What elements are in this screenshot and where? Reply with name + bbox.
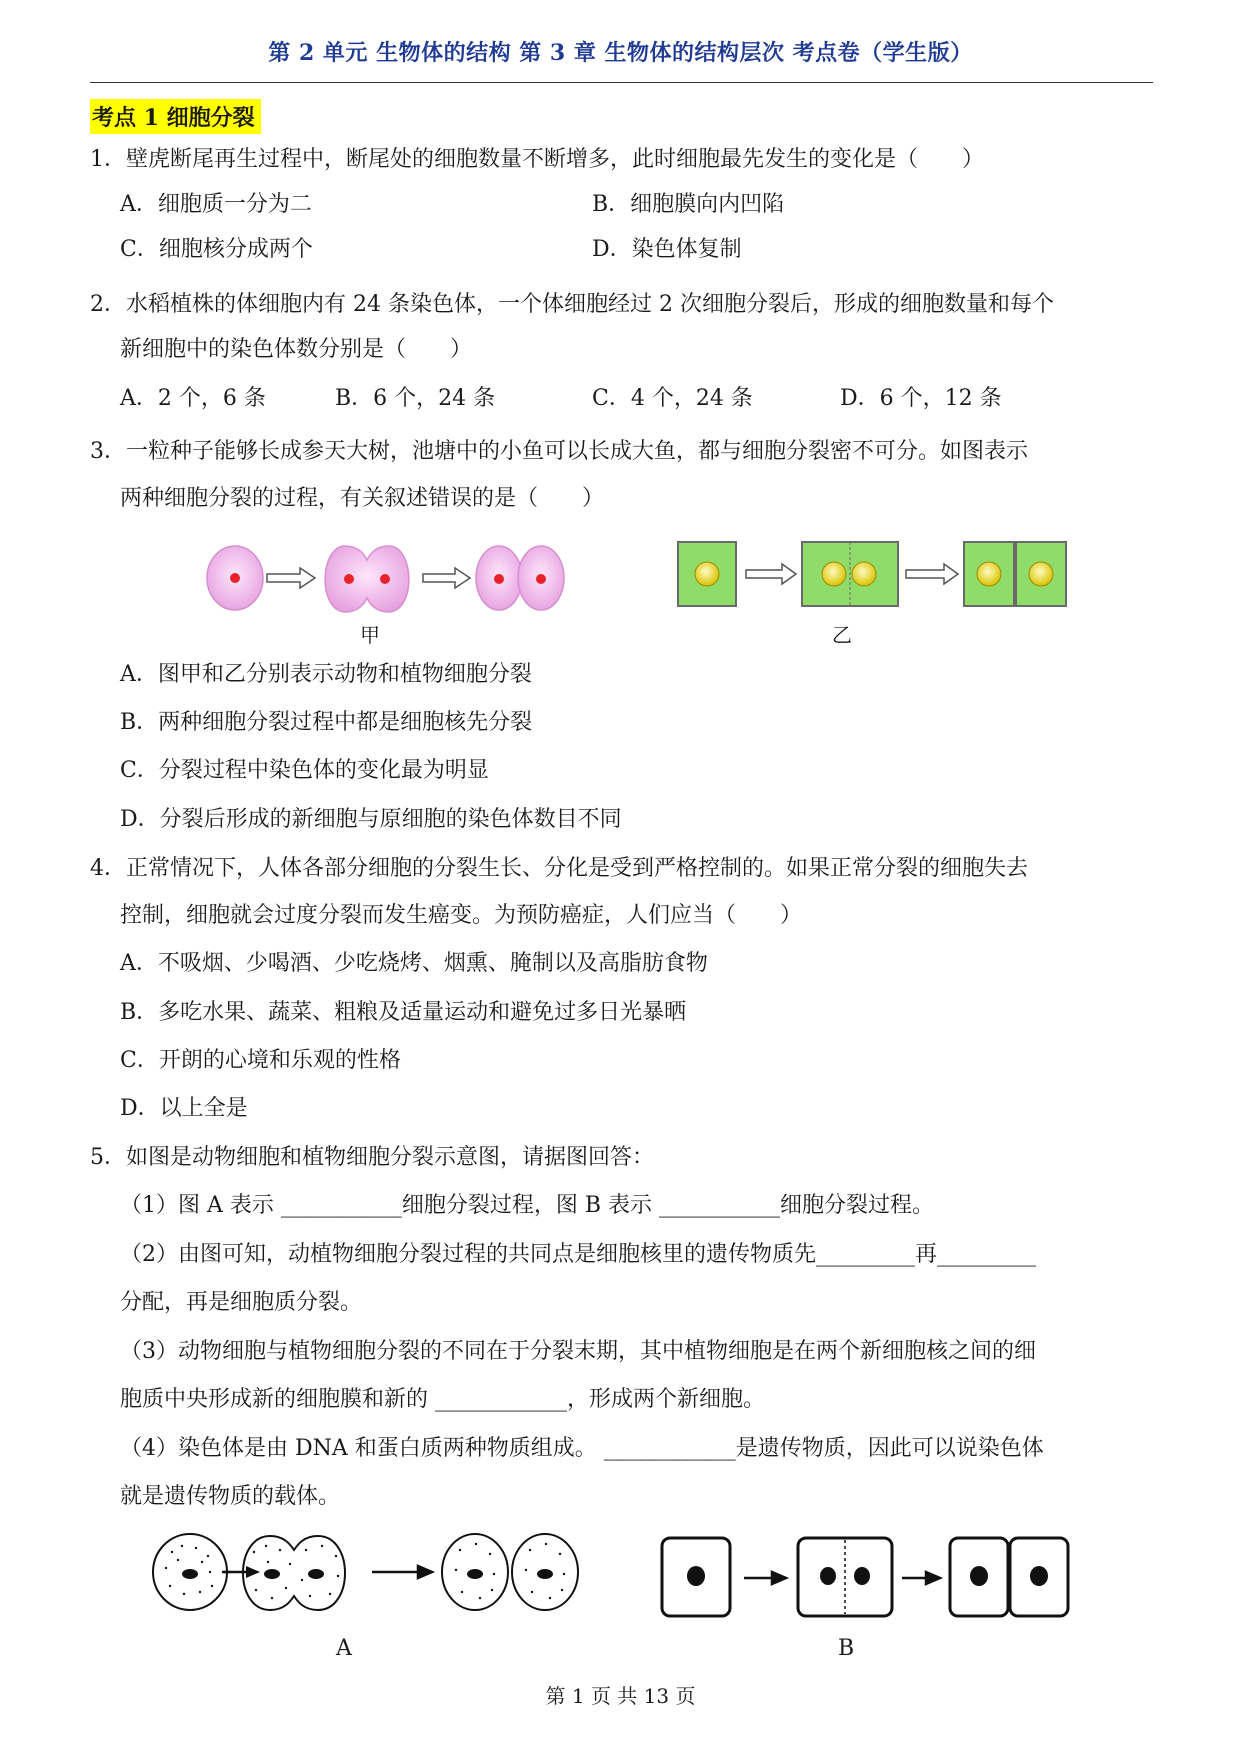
nucleus [854, 1567, 870, 1585]
q4-option-b: B．多吃水果、蔬菜、粗粮及适量运动和避免过多日光暴晒 [120, 1000, 687, 1025]
page-header-title: 第 2 单元 生物体的结构 第 3 章 生物体的结构层次 考点卷（学生版） [268, 40, 973, 66]
arrow-icon [418, 1566, 432, 1578]
nucleus [308, 1569, 324, 1579]
q5-part3-line2: 胞质中央形成新的细胞膜和新的 ____________，形成两个新细胞。 [120, 1387, 765, 1412]
q5-part2-line2: 分配，再是细胞质分裂。 [120, 1290, 363, 1315]
nucleus [182, 1569, 198, 1579]
q4-option-c: C．开朗的心境和乐观的性格 [120, 1048, 401, 1073]
q5-part4-line1: （4）染色体是由 DNA 和蛋白质两种物质组成。 ____________是遗传物质，因此可以说染色体 [120, 1436, 1044, 1461]
q4-stem-line2: 控制，细胞就会过度分裂而发生癌变。为预防癌症，人们应当（ ） [120, 903, 803, 928]
q2-stem-line2: 新细胞中的染色体数分别是（ ） [120, 337, 473, 362]
q5-part4-line2: 就是遗传物质的载体。 [120, 1484, 341, 1509]
nucleus [820, 1567, 836, 1585]
nucleus [1030, 1566, 1048, 1586]
q3-option-d: D．分裂后形成的新细胞与原细胞的染色体数目不同 [120, 807, 622, 832]
figure-a-animal-cell-division [150, 1528, 600, 1628]
q3-stem-line2: 两种细胞分裂的过程，有关叙述错误的是（ ） [120, 486, 605, 511]
section-label: 考点 1 细胞分裂 [90, 99, 261, 134]
q3-stem-line1: 3．一粒种子能够长成参天大树，池塘中的小鱼可以长成大鱼，都与细胞分裂密不可分。如图表示 [90, 439, 1029, 464]
q2-option-c: C．4 个，24 条 [592, 386, 753, 411]
nucleus [970, 1566, 988, 1586]
figure-plant-cell-division [672, 534, 1072, 624]
nucleus [380, 574, 390, 584]
nucleus [467, 1569, 483, 1579]
q2-option-d: D．6 个，12 条 [840, 386, 1002, 411]
nucleus [1029, 562, 1053, 586]
q5-part1: （1）图 A 表示 ___________细胞分裂过程，图 B 表示 ___________细胞分裂过程。 [120, 1193, 935, 1218]
arrow-icon [746, 564, 796, 584]
dividing-animal-cell [325, 546, 409, 612]
q2-option-b: B．6 个，24 条 [335, 386, 496, 411]
figure-b-plant-cell-division [658, 1530, 1078, 1630]
q4-option-a: A．不吸烟、少喝酒、少吃烧烤、烟熏、腌制以及高脂肪食物 [120, 951, 708, 976]
nucleus [344, 574, 354, 584]
nucleus [230, 573, 240, 583]
nucleus [822, 562, 846, 586]
q1-stem: 1．壁虎断尾再生过程中，断尾处的细胞数量不断增多，此时细胞最先发生的变化是（ ） [90, 147, 985, 172]
q2-stem-line1: 2．水稻植株的体细胞内有 24 条染色体，一个体细胞经过 2 次细胞分裂后，形成的细胞数量和每个 [90, 292, 1054, 317]
q3-option-c: C．分裂过程中染色体的变化最为明显 [120, 758, 489, 783]
nucleus [494, 574, 504, 584]
arrow-icon [906, 564, 958, 584]
nucleus [852, 562, 876, 586]
header-divider [90, 82, 1153, 83]
q4-stem-line1: 4．正常情况下，人体各部分细胞的分裂生长、分化是受到严格控制的。如果正常分裂的细胞失去 [90, 856, 1029, 881]
arrow-icon [222, 1560, 272, 1590]
page-footer: 第 1 页 共 13 页 [545, 1684, 696, 1708]
q4-option-d: D．以上全是 [120, 1096, 248, 1121]
nucleus [536, 574, 546, 584]
q5-part2-line1: （2）由图可知，动植物细胞分裂过程的共同点是细胞核里的遗传物质先_________再_________ [120, 1242, 1036, 1267]
q1-option-a: A．细胞质一分为二 [120, 192, 312, 217]
q3-option-b: B．两种细胞分裂过程中都是细胞核先分裂 [120, 710, 533, 735]
q1-option-d: D．染色体复制 [592, 237, 742, 262]
nucleus [537, 1569, 553, 1579]
arrow-icon [267, 568, 315, 588]
nucleus [687, 1566, 705, 1586]
nucleus [695, 562, 719, 586]
figure-label-yi: 乙 [832, 623, 852, 647]
q3-option-a: A．图甲和乙分别表示动物和植物细胞分裂 [120, 662, 532, 687]
figure-label-b: B [838, 1636, 855, 1661]
q5-stem: 5．如图是动物细胞和植物细胞分裂示意图，请据图回答： [90, 1145, 654, 1170]
q5-part3-line1: （3）动物细胞与植物细胞分裂的不同在于分裂末期，其中植物细胞是在两个新细胞核之间的细 [120, 1339, 1037, 1364]
nucleus [977, 562, 1001, 586]
arrow-icon [772, 1572, 786, 1584]
q1-option-c: C．细胞核分成两个 [120, 237, 313, 262]
q2-option-a: A．2 个，6 条 [120, 386, 266, 411]
figure-animal-cell-division [205, 540, 595, 650]
figure-label-jia: 甲 [360, 623, 380, 647]
figure-label-a: A [336, 1636, 352, 1661]
q1-option-b: B．细胞膜向内凹陷 [592, 192, 785, 217]
arrow-icon [423, 568, 470, 588]
arrow-icon [926, 1572, 940, 1584]
